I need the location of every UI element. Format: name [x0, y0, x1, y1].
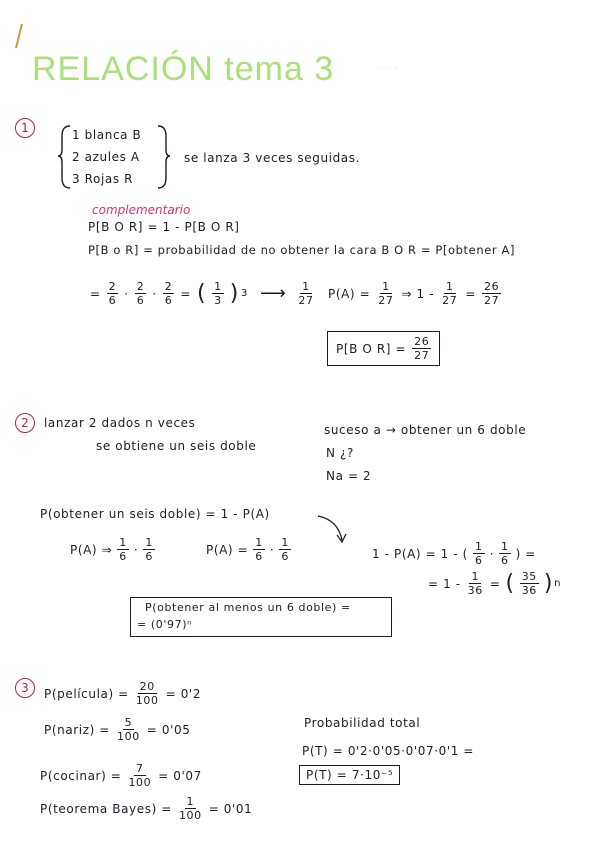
ex2-box-line1: P(obtener al menos un 6 doble) = — [145, 601, 351, 614]
ex2-equation-line: P(obtener un seis doble) = 1 - P(A) — [40, 507, 270, 521]
final-frac: $\frac{26}{27}$ — [484, 280, 500, 307]
power-3: 3 — [240, 288, 248, 299]
ex2-statement-line2: se obtiene un seis doble — [96, 439, 257, 453]
arrow-icon: ⟶ — [259, 283, 287, 304]
box-frac: $\frac{26}{27}$ — [414, 335, 430, 362]
ex3-row-pelicula: P(película) = $\frac{20}{100}$ = 0'2 — [44, 680, 202, 707]
ex3-row-cocinar: P(cocinar) = $\frac{7}{100}$ = 0'07 — [40, 762, 202, 789]
bleed-through: · · · — [380, 62, 398, 75]
frac-1-27: $\frac{1}{27}$ — [298, 280, 314, 307]
ex3-row-bayes: P(teorema Bayes) = $\frac{1}{100}$ = 0'01 — [40, 795, 253, 822]
ex2-pa-row-1: P(A) ⇒ $\frac{1}{6}$ · $\frac{1}{6}$ — [70, 536, 153, 563]
page-title: RELACIÓN tema 3 — [32, 50, 335, 88]
ex2-complement-row: 1 - P(A) = 1 - ( $\frac{1}{6}$ · $\frac{1}{6}$ ) = — [372, 540, 536, 567]
ex2-event-definition: suceso a → obtener un 6 doble — [324, 423, 527, 437]
ex2-n-question: N ¿? — [326, 446, 354, 460]
ex3-total-line: P(T) = 0'2·0'05·0'07·0'1 = — [302, 744, 475, 758]
ex1-definition-line: P[B o R] = probabilidad de no obtener la cara B O R = P[obtener A] — [88, 243, 516, 257]
exercise-1-number: 1 — [15, 118, 35, 138]
ex1-description: se lanza 3 veces seguidas. — [184, 151, 361, 165]
exercise-2-number: 2 — [15, 413, 35, 433]
ex2-statement-line1: lanzar 2 dados n veces — [44, 416, 196, 430]
ex3-row-nariz: P(nariz) = $\frac{5}{100}$ = 0'05 — [44, 716, 191, 743]
ex2-box-line2: = (0'97)ⁿ — [137, 618, 193, 631]
ex2-na-value: Na = 2 — [326, 469, 372, 483]
ex1-result-box: P[B O R] = $\frac{26}{27}$ — [327, 331, 440, 366]
exercise-3-number: 3 — [15, 678, 35, 698]
pa-frac: $\frac{1}{27}$ — [378, 280, 394, 307]
ex1-item-azules: 2 azules A — [72, 150, 140, 164]
ex1-pa-row: P(A) = $\frac{1}{27}$ ⇒ 1 - $\frac{1}{27}$ = $\frac{26}{27}$ — [328, 280, 500, 307]
ex2-pa-row-2: P(A) = $\frac{1}{6}$ · $\frac{1}{6}$ — [206, 536, 289, 563]
ex1-item-blue: 1 blanca B — [72, 128, 142, 142]
complement-label: complementario — [92, 203, 191, 217]
ex1-complement-line: P[B O R] = 1 - P[B O R] — [88, 220, 240, 234]
ex1-item-rojas: 3 Rojas R — [72, 172, 134, 186]
frac-1-3: $\frac{1}{3}$ — [214, 280, 222, 307]
ex3-total-title: Probabilidad total — [304, 716, 421, 730]
frac-2-6-a: $\frac{2}{6}$ — [108, 280, 117, 307]
frac-2-6-c: $\frac{2}{6}$ — [164, 280, 173, 307]
one-minus-frac: $\frac{1}{27}$ — [442, 280, 458, 307]
ex1-calc-row: = $\frac{2}{6}$ · $\frac{2}{6}$ · $\frac{2}{6}$ = ( $\frac{1}{3}$ ) 3 ⟶ $\frac{1}{27}$ — [90, 280, 314, 307]
ex3-total-result-box: P(T) = 7·10⁻⁵ — [299, 765, 400, 785]
ex2-result-row: = 1 - $\frac{1}{36}$ = ( $\frac{35}{36}$ ) n — [428, 570, 562, 597]
calc-equals: = — [90, 286, 101, 301]
ex2-result-box — [130, 597, 392, 637]
frac-2-6-b: $\frac{2}{6}$ — [136, 280, 145, 307]
